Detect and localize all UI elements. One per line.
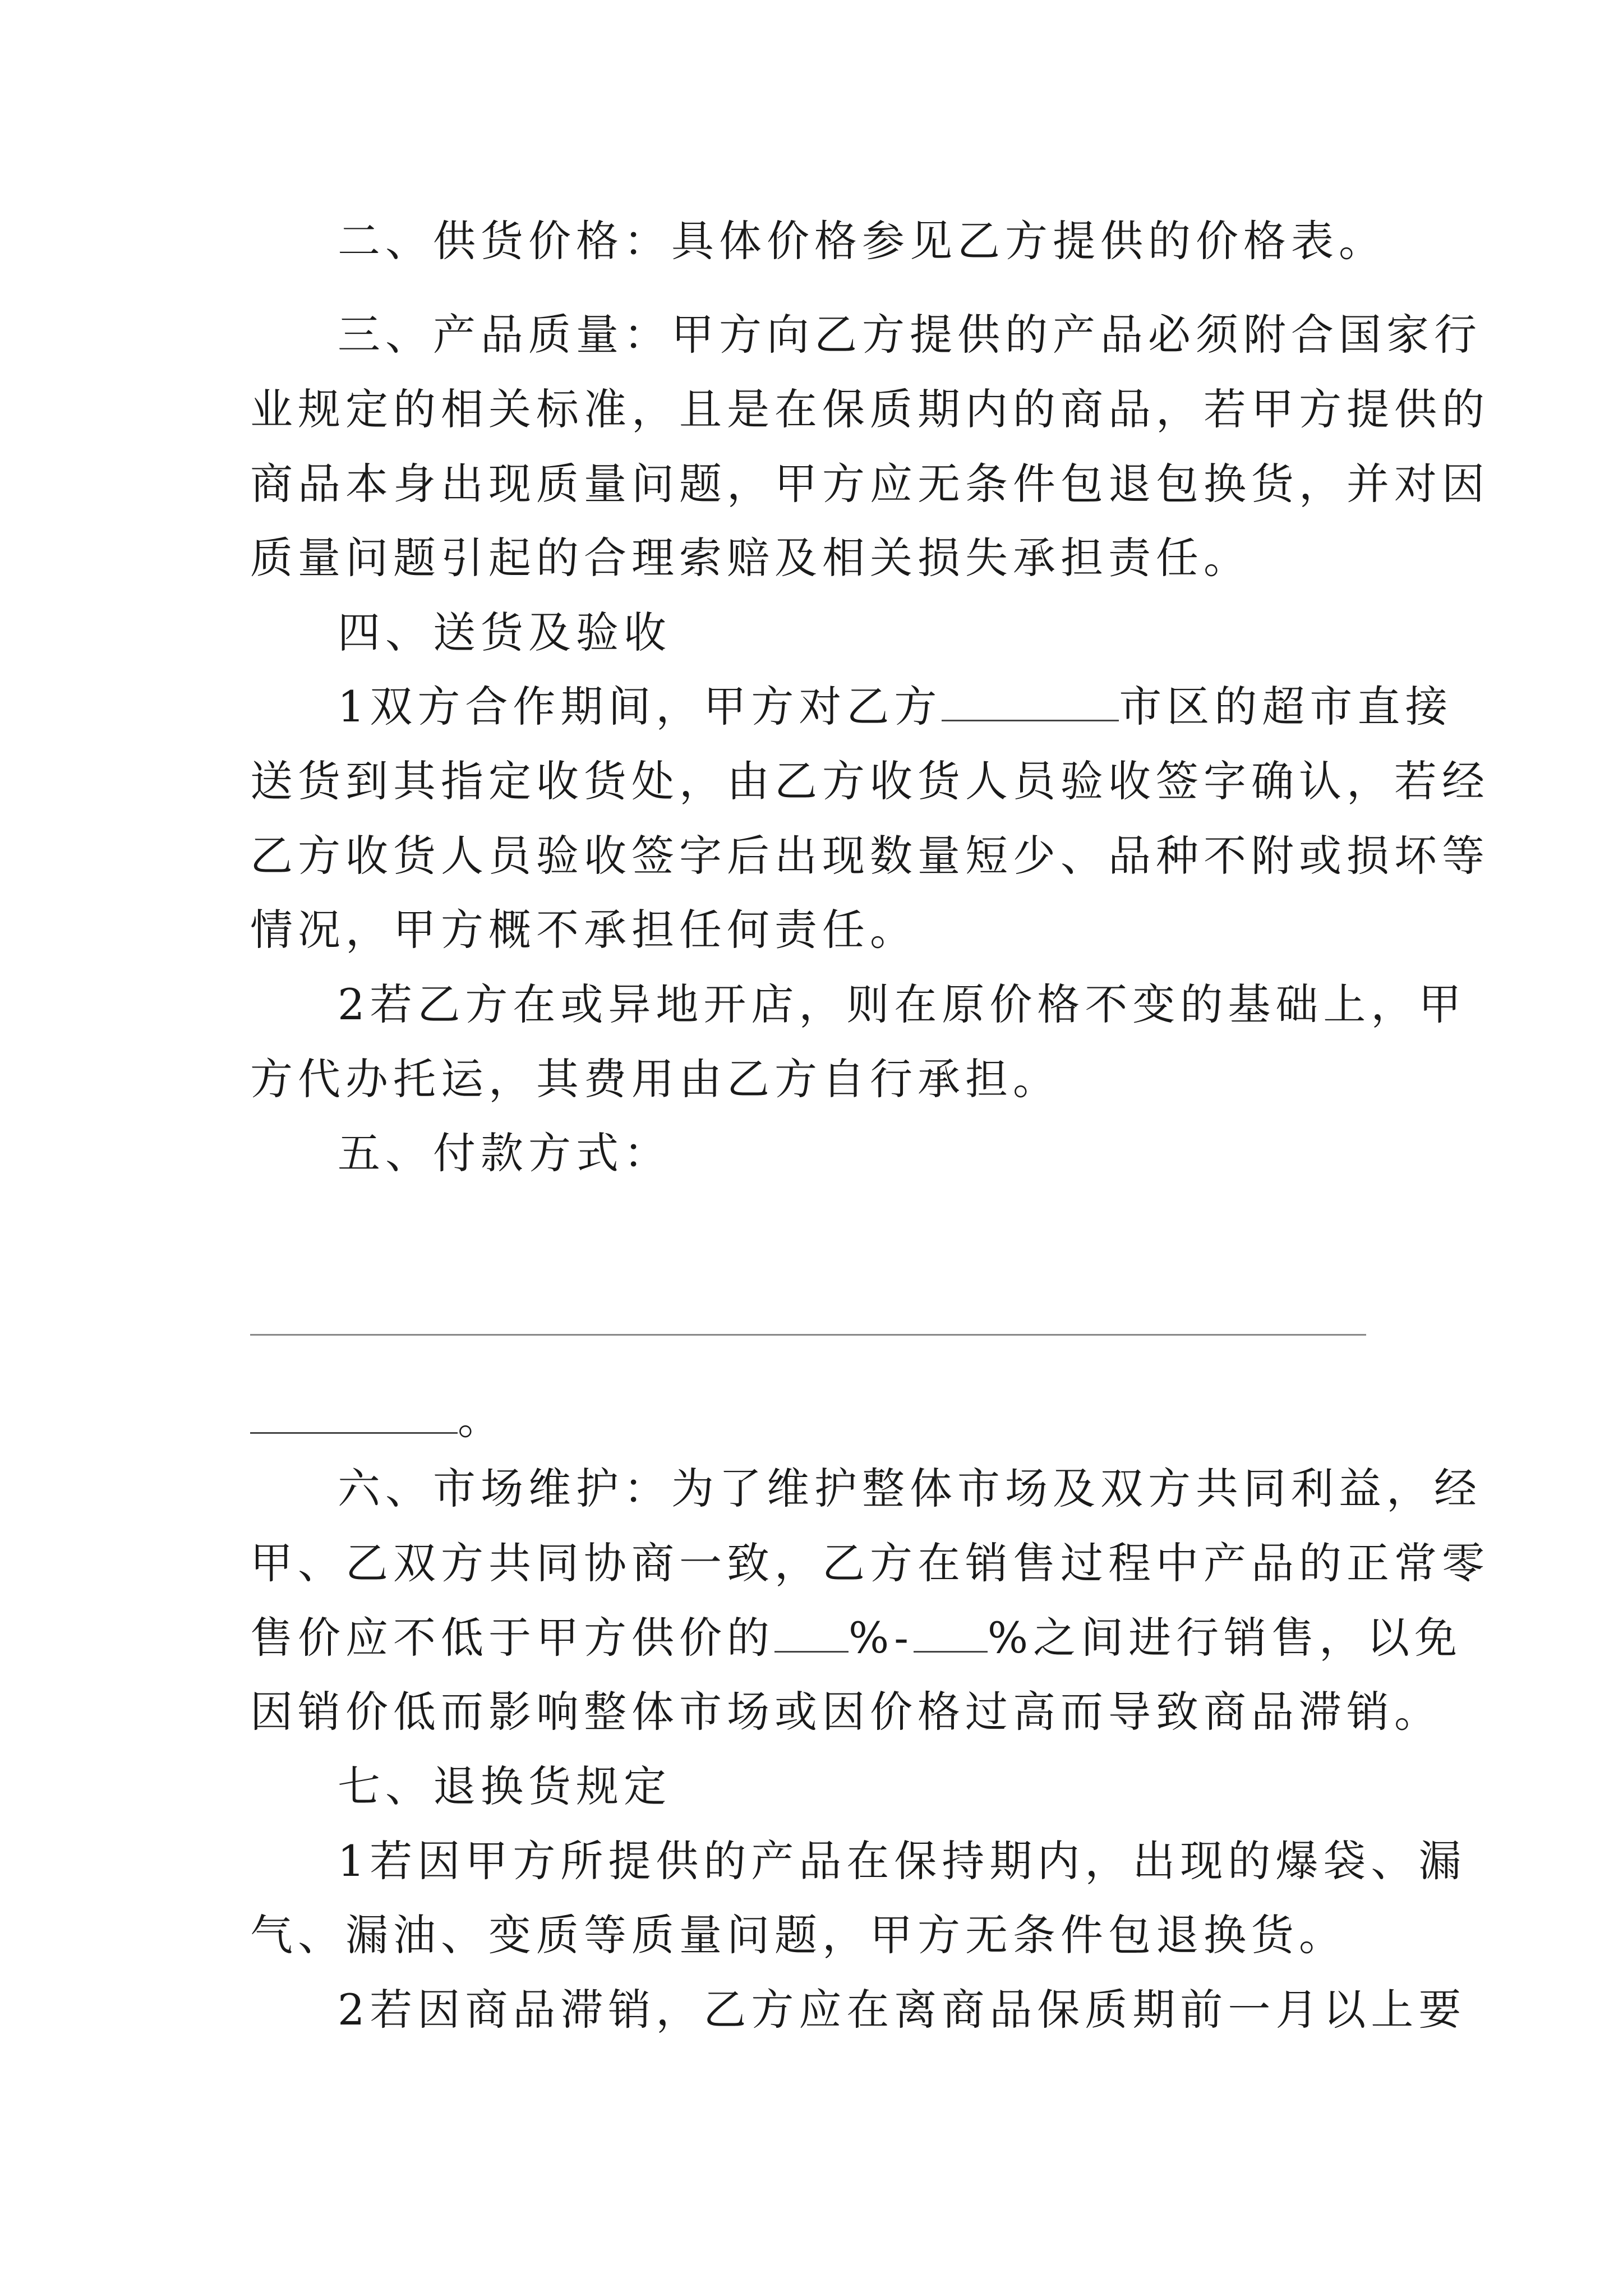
clause-6-line-2: 甲、乙双方共同协商一致，乙方在销售过程中产品的正常零: [250, 1538, 1490, 1588]
clause-6-text-b: %-: [849, 1613, 914, 1663]
payment-blank-end: [250, 1391, 500, 1447]
clause-2-supply-price: 二、供货价格：具体价格参见乙方提供的价格表。: [338, 216, 1386, 266]
clause-6-text-c: %之间进行销售，以免: [987, 1613, 1463, 1663]
clause-6-line-3: [250, 1610, 1463, 1666]
clause-3-quality-line-3: 商品本身出现质量问题，甲方应无条件包退包换货，并对因: [250, 459, 1490, 509]
payment-period: 。: [458, 1394, 500, 1444]
clause-4-heading: 四、送货及验收: [338, 608, 671, 657]
clause-4-item-2-line-1: 2若乙方在或异地开店，则在原价格不变的基础上，甲: [338, 979, 1467, 1029]
percent-min-blank: [774, 1616, 849, 1653]
clause-7-item-1-line-1: 1若因甲方所提供的产品在保持期内，出现的爆袋、漏: [338, 1836, 1467, 1886]
clause-4-item-1-line-1: [338, 679, 1453, 735]
percent-max-blank: [914, 1616, 988, 1653]
city-blank-field: [942, 685, 1119, 721]
clause-4-item-1-text-a: 1双方合作期间，甲方对乙方: [338, 682, 942, 731]
clause-5-heading: 五、付款方式：: [338, 1128, 671, 1178]
clause-4-item-2-line-2: 方代办托运，其费用由乙方自行承担。: [250, 1054, 1061, 1104]
clause-6-text-a: 售价应不低于甲方供价的: [250, 1613, 774, 1663]
payment-blank-line: [250, 1334, 1366, 1336]
clause-4-item-1-line-3: 乙方收货人员验收签字后出现数量短少、品种不附或损坏等: [250, 831, 1490, 881]
clause-4-item-1-line-4: 情况，甲方概不承担任何责任。: [250, 905, 917, 955]
clause-7-item-1-line-2: 气、漏油、变质等质量问题，甲方无条件包退换货。: [250, 1910, 1347, 1960]
clause-7-item-2-line-1: 2若因商品滞销，乙方应在离商品保质期前一月以上要: [338, 1985, 1467, 2035]
clause-6-line-4: 因销价低而影响整体市场或因价格过高而导致商品滞销。: [250, 1687, 1442, 1737]
payment-blank-field: [250, 1397, 458, 1434]
clause-7-heading: 七、退换货规定: [338, 1761, 671, 1811]
clause-3-quality-line-1: 三、产品质量：甲方向乙方提供的产品必须附合国家行: [338, 310, 1482, 360]
clause-6-line-1: 六、市场维护：为了维护整体市场及双方共同利益，经: [338, 1464, 1482, 1513]
clause-3-quality-line-2: 业规定的相关标准，且是在保质期内的商品，若甲方提供的: [250, 384, 1490, 434]
clause-3-quality-line-4: 质量问题引起的合理索赔及相关损失承担责任。: [250, 533, 1251, 583]
clause-4-item-1-text-b: 市区的超市直接: [1119, 682, 1453, 731]
clause-4-item-1-line-2: 送货到其指定收货处，由乙方收货人员验收签字确认，若经: [250, 756, 1490, 806]
